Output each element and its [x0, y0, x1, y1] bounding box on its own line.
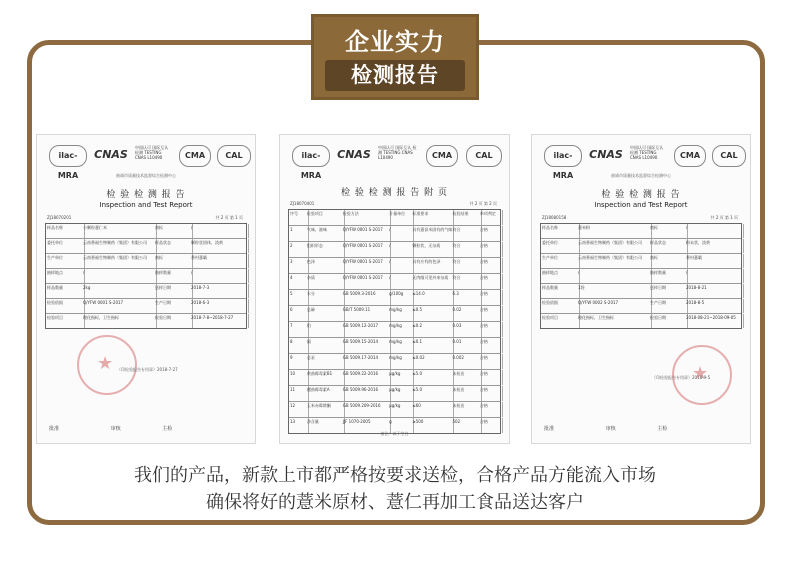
table-cell: Q/YFW 0001 S-2017	[342, 258, 391, 273]
table-cell: 符合	[451, 274, 481, 289]
table-cell: ≤0.2	[411, 322, 454, 337]
ilac-logo: ilac-MRA	[292, 145, 330, 167]
table-row	[541, 224, 741, 239]
table-cell: GB/T 5009.11	[342, 306, 391, 321]
table-cell: 云南香福生物制药（集团）有限公司	[82, 239, 157, 253]
signature-line	[49, 425, 247, 432]
table-row	[289, 370, 500, 386]
table-cell: 样品状态	[649, 239, 688, 253]
table-cell: 检验结果	[451, 210, 481, 225]
page-number: 共 2 页 第 2 页	[469, 201, 497, 206]
report-title: 检 验 检 测 报 告	[601, 190, 681, 200]
table-cell: /	[388, 242, 414, 257]
table-cell: 0.02	[451, 306, 481, 321]
section-banner	[311, 14, 479, 100]
table-cell: 合格	[479, 290, 503, 305]
report-title: 检 验 检 测 报 告 附 页	[340, 188, 449, 198]
table-cell: 检验依据	[46, 299, 85, 313]
table-cell: Q/YFW 0001 S-2017	[342, 226, 391, 241]
table-cell: 铅	[306, 322, 345, 337]
table-row	[46, 239, 246, 254]
table-cell: 云南香福生物制药（集团）有限公司	[82, 254, 157, 268]
table-cell: 检验依据	[541, 299, 580, 313]
table-cell: 生产日期	[154, 299, 193, 313]
cnas-logo: CNAS	[589, 148, 623, 161]
banner-title: 企业实力	[345, 28, 445, 56]
table-cell: 杂质	[306, 274, 345, 289]
table-cell: GB 5009.17-2014	[342, 354, 391, 369]
page-number: 共 2 页 第 1 页	[215, 215, 243, 220]
table-row	[289, 322, 500, 338]
table-cell: g/100g	[388, 290, 414, 305]
table-cell: 2018-6-3	[190, 299, 249, 313]
signer-approve: 批准	[544, 426, 555, 432]
table-cell: 5	[289, 290, 309, 305]
table-cell: 颗粒状，无杂质	[411, 242, 454, 257]
table-cell: 0.03	[451, 322, 481, 337]
conclusion-text: （印检验报告专用章）2018-9-5	[652, 375, 711, 380]
table-cell: 合格	[479, 338, 503, 353]
table-cell: 送样日期	[649, 284, 688, 298]
table-cell: /	[388, 226, 414, 241]
table-cell: 样品状态	[154, 239, 193, 253]
cnas-text: 中国认可 国际互认 检测 TESTING CNAS L10490	[630, 145, 664, 160]
caption-line-1: 我们的产品，新款上市都严格按要求送检，合格产品方能流入市场	[134, 465, 656, 486]
caption-line-2: 确保将好的薏米原材、薏仁再加工食品送达客户	[206, 492, 584, 513]
table-cell: 合格	[479, 226, 503, 241]
table-cell: 玉米赤霉烯酮	[306, 402, 345, 417]
table-row	[289, 402, 500, 418]
table-cell: 抽样地点	[46, 269, 85, 283]
table-cell: 样品名称	[541, 224, 580, 238]
cnas-logo: CNAS	[94, 148, 128, 161]
table-cell: 水分	[306, 290, 345, 305]
table-cell: 符合	[451, 258, 481, 273]
table-row	[46, 314, 246, 328]
table-cell: 色泽	[306, 258, 345, 273]
table-cell: 检验项目	[46, 314, 85, 328]
table-cell: 10	[289, 370, 309, 385]
table-cell: 合格	[479, 306, 503, 321]
report-table	[45, 223, 247, 329]
table-cell: /	[190, 224, 249, 238]
table-cell: ≤0.1	[411, 338, 454, 353]
table-cell: Q/YFW 0002 S-2017	[577, 299, 652, 313]
table-cell: ≤5.0	[411, 386, 454, 401]
table-cell: 合格	[479, 322, 503, 337]
table-cell: g	[388, 418, 414, 433]
report-image-2[interactable]	[279, 134, 510, 444]
cal-logo: CAL	[466, 145, 502, 167]
cal-logo: CAL	[217, 145, 251, 167]
table-row	[289, 242, 500, 258]
signer-approve: 批准	[49, 426, 60, 432]
table-cell: 2kg	[82, 284, 157, 298]
table-cell: 12	[289, 402, 309, 417]
table-cell: 8	[289, 338, 309, 353]
table-row	[541, 314, 741, 328]
table-cell: /	[685, 269, 744, 283]
cma-logo: CMA	[426, 145, 458, 167]
cnas-logo: CNAS	[337, 148, 371, 161]
table-cell: JJF 1070-2005	[342, 418, 391, 433]
footnote: 备注：以下空白	[380, 431, 409, 436]
table-cell: 符合	[451, 242, 481, 257]
report-image-1[interactable]	[36, 134, 256, 444]
org-name: 曲靖市质量技术监督综合检测中心	[611, 173, 671, 178]
conclusion-text: （印检验报告专用章）2018-7-27	[117, 367, 178, 372]
table-cell: 理化指标，卫生指标	[577, 314, 652, 328]
table-row	[46, 284, 246, 299]
table-cell: ≤5.0	[411, 370, 454, 385]
table-cell: /	[82, 269, 157, 283]
table-cell: ≤0.5	[411, 306, 454, 321]
report-number: ZJ18080158	[542, 215, 567, 220]
table-row	[289, 274, 500, 290]
table-cell: 合格	[479, 274, 503, 289]
table-cell: /	[190, 269, 249, 283]
table-cell: mg/kg	[388, 306, 414, 321]
table-cell: 云南香福生物制药（集团）有限公司	[577, 239, 652, 253]
table-cell: 商标	[649, 224, 688, 238]
table-cell: 香村薏霸	[685, 254, 744, 268]
table-cell: 检验日期	[649, 314, 688, 328]
table-row	[541, 284, 741, 299]
table-cell: 502	[451, 418, 481, 433]
signer-main: 主检	[657, 426, 668, 432]
table-cell: 合格	[479, 418, 503, 433]
report-title: 检 验 检 测 报 告	[106, 190, 186, 200]
table-cell: 0.01	[451, 338, 481, 353]
cnas-text: 中国认可 国际互认 检测 TESTING CNAS L10490	[135, 145, 169, 160]
org-name: 曲靖市质量技术监督综合检测中心	[116, 173, 176, 178]
table-row	[541, 299, 741, 314]
table-row	[46, 269, 246, 284]
table-cell: 合格	[479, 386, 503, 401]
table-cell: 具有薏苡米固有的气味	[411, 226, 454, 241]
table-cell: 总砷	[306, 306, 345, 321]
table-cell: 香村薏霸	[190, 254, 249, 268]
table-cell: 合格	[479, 354, 503, 369]
table-cell: 符合	[451, 226, 481, 241]
table-cell: 镉	[306, 338, 345, 353]
banner-subtitle: 检测报告	[325, 60, 465, 91]
table-cell: 0.002	[451, 354, 481, 369]
table-row	[289, 354, 500, 370]
table-cell: 无肉眼可见外来杂质	[411, 274, 454, 289]
table-cell: 9	[289, 354, 309, 369]
table-row	[289, 210, 500, 226]
table-cell: 气味、滋味	[306, 226, 345, 241]
table-cell: 抽样数量	[154, 269, 193, 283]
table-cell: 合格	[479, 370, 503, 385]
table-row	[46, 299, 246, 314]
table-cell: 单项判定	[479, 210, 503, 225]
signer-review: 审核	[605, 426, 616, 432]
table-cell: 2018-8-5	[685, 299, 744, 313]
table-cell: Q/YFW 0001 S-2017	[342, 274, 391, 289]
table-cell: 净含量	[306, 418, 345, 433]
table-cell: 6.3	[451, 290, 481, 305]
table-row	[289, 258, 500, 274]
table-cell: 计量单位	[388, 210, 414, 225]
table-row	[541, 269, 741, 284]
table-cell: 1	[289, 226, 309, 241]
signer-main: 主检	[162, 426, 173, 432]
results-table	[288, 209, 501, 434]
cal-logo: CAL	[712, 145, 746, 167]
table-cell: 标准要求	[411, 210, 454, 225]
table-cell: 委托单位	[46, 239, 85, 253]
cma-logo: CMA	[674, 145, 706, 167]
table-cell: 薏米粉	[577, 224, 652, 238]
table-cell: 赭曲霉毒素A	[306, 386, 345, 401]
table-cell: 抽样地点	[541, 269, 580, 283]
report-title-en: Inspection and Test Report	[594, 201, 688, 209]
table-cell: ≤14.0	[411, 290, 454, 305]
table-row	[289, 290, 500, 306]
cma-logo: CMA	[179, 145, 211, 167]
table-cell: 送样日期	[154, 284, 193, 298]
table-cell: 合格	[479, 258, 503, 273]
table-cell: ≤60	[411, 402, 454, 417]
page-number: 共 2 页 第 1 页	[710, 215, 738, 220]
cnas-text: 中国认可 国际互认 检测 TESTING CNAS L10490	[378, 145, 417, 160]
table-cell: 商标	[649, 254, 688, 268]
signature-line	[544, 425, 742, 432]
table-row	[289, 338, 500, 354]
report-table	[540, 223, 742, 329]
table-cell: GB 5009.22-2016	[342, 370, 391, 385]
table-cell: 商标	[154, 254, 193, 268]
table-cell: 检验项目	[541, 314, 580, 328]
table-cell: 抽样数量	[649, 269, 688, 283]
table-cell: GB 5009.96-2016	[342, 386, 391, 401]
table-cell: 2018-08-21~2018-09-05	[685, 314, 744, 328]
table-cell: 3	[289, 258, 309, 273]
table-cell: 合格	[479, 242, 503, 257]
table-cell: 颗粒状固体，淡黄	[190, 239, 249, 253]
table-cell: 检验项目	[306, 210, 345, 225]
table-cell: 未检出	[451, 386, 481, 401]
table-cell: /	[388, 258, 414, 273]
table-row	[46, 254, 246, 269]
table-cell: 4	[289, 274, 309, 289]
table-cell: 未检出	[451, 402, 481, 417]
table-cell: GB 5009.15-2014	[342, 338, 391, 353]
table-cell: 云南香福生物制药（集团）有限公司	[577, 254, 652, 268]
table-cell: GB 5009.3-2016	[342, 290, 391, 305]
table-cell: 生产日期	[649, 299, 688, 313]
report-image-3[interactable]	[531, 134, 751, 444]
table-cell: 总汞	[306, 354, 345, 369]
table-cell: μg/kg	[388, 370, 414, 385]
table-cell: 7	[289, 322, 309, 337]
table-cell: /	[577, 269, 652, 283]
table-cell: 6	[289, 306, 309, 321]
table-cell: Q/YFW 0001 S-2017	[82, 299, 157, 313]
table-cell: 样品名称	[46, 224, 85, 238]
table-cell: /	[685, 224, 744, 238]
table-cell: 黄曲霉毒素B1	[306, 370, 345, 385]
table-cell: 2018-7-3	[190, 284, 249, 298]
table-cell: 2018-8-21	[685, 284, 744, 298]
table-cell: /	[388, 274, 414, 289]
table-cell: 委托单位	[541, 239, 580, 253]
table-cell: 检验方法	[342, 210, 391, 225]
table-cell: 商标	[154, 224, 193, 238]
table-row	[46, 224, 246, 239]
table-cell: 样品数量	[541, 284, 580, 298]
table-row	[289, 386, 500, 402]
table-cell: ≥500	[411, 418, 454, 433]
ilac-logo: ilac-MRA	[49, 145, 87, 167]
table-cell: 生产单位	[541, 254, 580, 268]
table-cell: mg/kg	[388, 338, 414, 353]
table-cell: μg/kg	[388, 386, 414, 401]
report-title-en: Inspection and Test Report	[99, 201, 193, 209]
table-cell: 样品数量	[46, 284, 85, 298]
table-cell: 1袋	[577, 284, 652, 298]
official-stamp: ★	[77, 335, 137, 395]
table-row	[541, 239, 741, 254]
table-cell: 11	[289, 386, 309, 401]
table-cell: 2018-7-8~2018-7-27	[190, 314, 249, 328]
certification-logos	[292, 145, 501, 180]
table-row	[541, 254, 741, 269]
table-cell: 13	[289, 418, 309, 433]
table-cell: 理化指标，卫生指标	[82, 314, 157, 328]
table-cell: GB 5009.209-2016	[342, 402, 391, 417]
table-cell: 具有应有的色泽	[411, 258, 454, 273]
table-cell: 序号	[289, 210, 309, 225]
table-cell: 未检出	[451, 370, 481, 385]
table-cell: 2	[289, 242, 309, 257]
table-cell: 粉末状，淡黄	[685, 239, 744, 253]
table-cell: mg/kg	[388, 354, 414, 369]
table-cell: 检验日期	[154, 314, 193, 328]
report-number: ZJ18070201	[47, 215, 72, 220]
table-cell: Q/YFW 0001 S-2017	[342, 242, 391, 257]
table-cell: ≤0.02	[411, 354, 454, 369]
table-cell: 组织形态	[306, 242, 345, 257]
table-cell: 小颗粒薏仁米	[82, 224, 157, 238]
ilac-logo: ilac-MRA	[544, 145, 582, 167]
table-row	[289, 306, 500, 322]
report-number: ZJ18070401	[290, 201, 315, 206]
table-cell: μg/kg	[388, 402, 414, 417]
signer-review: 审核	[110, 426, 121, 432]
table-cell: GB 5009.12-2017	[342, 322, 391, 337]
table-row	[289, 226, 500, 242]
table-cell: mg/kg	[388, 322, 414, 337]
table-cell: 生产单位	[46, 254, 85, 268]
table-cell: 合格	[479, 402, 503, 417]
official-stamp: ★	[672, 345, 732, 405]
